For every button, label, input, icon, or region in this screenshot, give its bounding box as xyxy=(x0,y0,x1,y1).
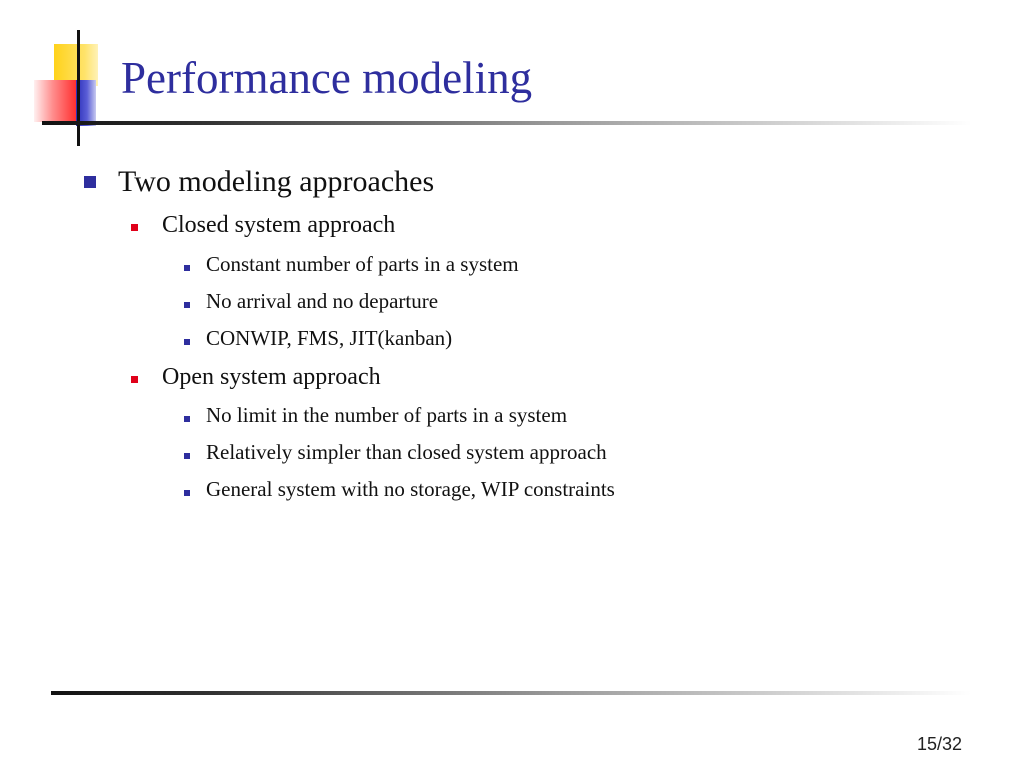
bullet-square-icon xyxy=(84,176,96,188)
decor-red-square xyxy=(34,80,76,122)
bullet-square-icon xyxy=(184,453,190,459)
bullet-item-level1: Two modeling approaches xyxy=(118,165,435,198)
bullet-square-icon xyxy=(184,339,190,345)
bullet-square-icon xyxy=(184,490,190,496)
bullet-item-level3: General system with no storage, WIP constraints xyxy=(206,477,615,501)
footer-divider xyxy=(51,691,971,695)
bullet-item-level2: Closed system approach xyxy=(162,212,396,238)
bullet-square-icon xyxy=(184,302,190,308)
bullet-item-level2: Open system approach xyxy=(162,364,381,390)
bullet-item-level3: Constant number of parts in a system xyxy=(206,252,519,276)
bullet-item-level3: Relatively simpler than closed system approach xyxy=(206,440,607,464)
bullet-square-icon xyxy=(131,376,138,383)
bullet-item-level3: CONWIP, FMS, JIT(kanban) xyxy=(206,326,453,350)
decor-vertical-line xyxy=(77,30,80,146)
bullet-square-icon xyxy=(184,265,190,271)
page-number: 15/32 xyxy=(916,734,962,754)
bullet-square-icon xyxy=(184,416,190,422)
bullet-item-level3: No arrival and no departure xyxy=(206,289,439,313)
slide-title: Performance modeling xyxy=(121,53,533,103)
bullet-item-level3: No limit in the number of parts in a system xyxy=(206,403,568,427)
bullet-square-icon xyxy=(131,224,138,231)
title-divider xyxy=(42,121,972,125)
